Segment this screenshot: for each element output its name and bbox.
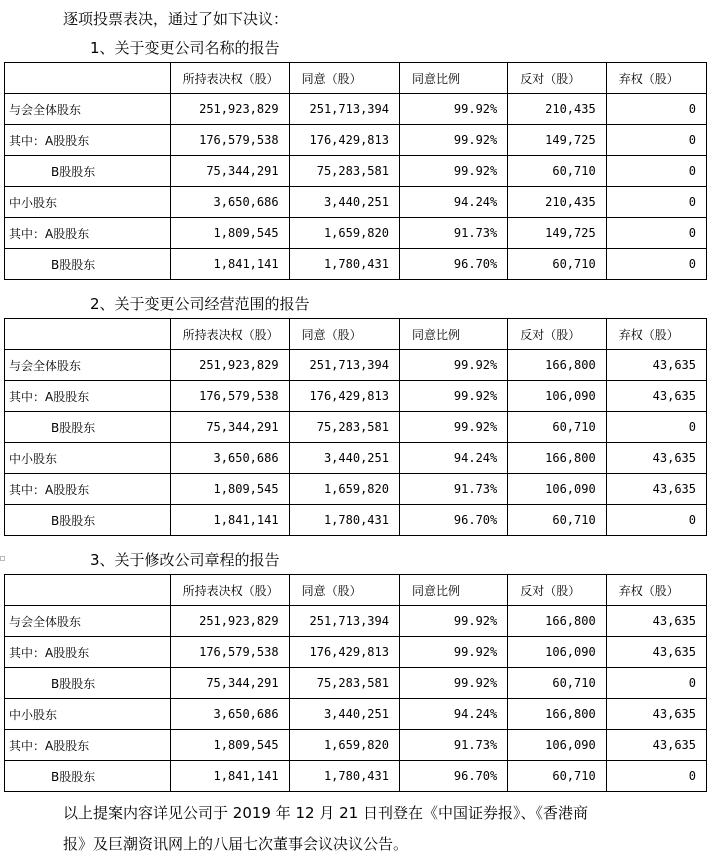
cell-value: 43,635	[606, 443, 706, 474]
cell-value: 43,635	[606, 474, 706, 505]
cell-value: 75,344,291	[170, 412, 289, 443]
table-row	[5, 668, 707, 699]
cell-value: 166,800	[508, 350, 606, 381]
cell-value: 176,579,538	[170, 637, 289, 668]
column-header: 所持表决权（股）	[170, 63, 289, 94]
cell-value: 43,635	[606, 730, 706, 761]
cell-value: 0	[606, 412, 706, 443]
table-row	[5, 94, 707, 125]
cell-value: 60,710	[508, 412, 606, 443]
cell-value: 75,283,581	[289, 412, 399, 443]
cell-value: 1,809,545	[170, 730, 289, 761]
column-header: 反对（股）	[508, 63, 606, 94]
table-header-row	[5, 319, 707, 350]
cell-value: 91.73%	[399, 218, 507, 249]
cell-value: 251,713,394	[289, 606, 399, 637]
row-label: 与会全体股东	[5, 350, 171, 381]
row-label: 与会全体股东	[5, 606, 171, 637]
cell-value: 75,283,581	[289, 156, 399, 187]
table-row	[5, 412, 707, 443]
cell-value: 176,429,813	[289, 125, 399, 156]
table-header-row	[5, 63, 707, 94]
cell-value: 99.92%	[399, 125, 507, 156]
cell-value: 99.92%	[399, 412, 507, 443]
column-header: 同意（股）	[289, 63, 399, 94]
cell-value: 251,923,829	[170, 94, 289, 125]
cell-value: 176,429,813	[289, 381, 399, 412]
cell-value: 75,344,291	[170, 156, 289, 187]
cell-value: 1,780,431	[289, 249, 399, 280]
cell-value: 106,090	[508, 637, 606, 668]
cell-value: 1,659,820	[289, 730, 399, 761]
row-label: B股股东	[5, 156, 171, 187]
vote-table-2	[4, 318, 707, 536]
column-header	[5, 319, 171, 350]
vote-table-1	[4, 62, 707, 280]
cell-value: 176,579,538	[170, 125, 289, 156]
table-row	[5, 249, 707, 280]
section-title-1: 1、关于变更公司名称的报告	[90, 39, 280, 57]
cell-value: 60,710	[508, 249, 606, 280]
cell-value: 94.24%	[399, 187, 507, 218]
cell-value: 43,635	[606, 637, 706, 668]
cell-value: 149,725	[508, 218, 606, 249]
footer-line-2: 报》及巨潮资讯网上的八届七次董事会议决议公告。	[63, 835, 409, 853]
table-row	[5, 699, 707, 730]
row-label: B股股东	[5, 505, 171, 536]
cell-value: 1,809,545	[170, 218, 289, 249]
cell-value: 99.92%	[399, 606, 507, 637]
column-header: 反对（股）	[508, 319, 606, 350]
cell-value: 3,440,251	[289, 443, 399, 474]
vote-table-3	[4, 574, 707, 792]
cell-value: 210,435	[508, 94, 606, 125]
cell-value: 0	[606, 761, 706, 792]
cell-value: 176,579,538	[170, 381, 289, 412]
cell-value: 0	[606, 249, 706, 280]
section-title-3: 3、关于修改公司章程的报告	[90, 551, 280, 569]
column-header: 弃权（股）	[606, 319, 706, 350]
column-header: 所持表决权（股）	[170, 575, 289, 606]
section-title-2: 2、关于变更公司经营范围的报告	[90, 295, 310, 313]
table-row	[5, 606, 707, 637]
cell-value: 1,659,820	[289, 218, 399, 249]
cell-value: 99.92%	[399, 637, 507, 668]
cell-value: 43,635	[606, 699, 706, 730]
column-header: 同意（股）	[289, 319, 399, 350]
intro-text: 逐项投票表决，通过了如下决议：	[63, 10, 289, 28]
cell-value: 0	[606, 505, 706, 536]
cell-value: 0	[606, 187, 706, 218]
cell-value: 60,710	[508, 505, 606, 536]
row-label: 其中：A股股东	[5, 730, 171, 761]
table-row	[5, 350, 707, 381]
table-row	[5, 505, 707, 536]
cell-value: 3,440,251	[289, 699, 399, 730]
table-row	[5, 218, 707, 249]
cell-value: 106,090	[508, 730, 606, 761]
row-label: 与会全体股东	[5, 94, 171, 125]
cell-value: 1,659,820	[289, 474, 399, 505]
cell-value: 91.73%	[399, 730, 507, 761]
cell-value: 1,841,141	[170, 761, 289, 792]
cell-value: 149,725	[508, 125, 606, 156]
cell-value: 99.92%	[399, 94, 507, 125]
cell-value: 1,841,141	[170, 249, 289, 280]
table-row	[5, 474, 707, 505]
row-label: 中小股东	[5, 443, 171, 474]
cell-value: 251,923,829	[170, 606, 289, 637]
margin-marker	[0, 556, 5, 561]
row-label: B股股东	[5, 412, 171, 443]
cell-value: 96.70%	[399, 505, 507, 536]
cell-value: 91.73%	[399, 474, 507, 505]
cell-value: 94.24%	[399, 443, 507, 474]
cell-value: 251,713,394	[289, 94, 399, 125]
cell-value: 1,841,141	[170, 505, 289, 536]
row-label: B股股东	[5, 668, 171, 699]
cell-value: 0	[606, 156, 706, 187]
cell-value: 166,800	[508, 443, 606, 474]
column-header	[5, 63, 171, 94]
column-header: 弃权（股）	[606, 63, 706, 94]
row-label: 其中：A股股东	[5, 637, 171, 668]
cell-value: 176,429,813	[289, 637, 399, 668]
cell-value: 0	[606, 94, 706, 125]
row-label: B股股东	[5, 761, 171, 792]
column-header: 同意（股）	[289, 575, 399, 606]
cell-value: 60,710	[508, 668, 606, 699]
cell-value: 3,650,686	[170, 443, 289, 474]
cell-value: 0	[606, 125, 706, 156]
row-label: B股股东	[5, 249, 171, 280]
cell-value: 75,344,291	[170, 668, 289, 699]
cell-value: 3,650,686	[170, 187, 289, 218]
row-label: 其中：A股股东	[5, 474, 171, 505]
cell-value: 99.92%	[399, 381, 507, 412]
cell-value: 3,440,251	[289, 187, 399, 218]
column-header: 所持表决权（股）	[170, 319, 289, 350]
cell-value: 1,780,431	[289, 761, 399, 792]
cell-value: 1,809,545	[170, 474, 289, 505]
cell-value: 251,923,829	[170, 350, 289, 381]
cell-value: 166,800	[508, 699, 606, 730]
cell-value: 106,090	[508, 474, 606, 505]
row-label: 中小股东	[5, 699, 171, 730]
cell-value: 60,710	[508, 761, 606, 792]
cell-value: 251,713,394	[289, 350, 399, 381]
cell-value: 210,435	[508, 187, 606, 218]
column-header: 同意比例	[399, 319, 507, 350]
column-header: 弃权（股）	[606, 575, 706, 606]
table-row	[5, 761, 707, 792]
cell-value: 3,650,686	[170, 699, 289, 730]
cell-value: 1,780,431	[289, 505, 399, 536]
row-label: 其中：A股股东	[5, 125, 171, 156]
table-row	[5, 156, 707, 187]
cell-value: 96.70%	[399, 249, 507, 280]
footer-line-1: 以上提案内容详见公司于 2019 年 12 月 21 日刊登在《中国证券报》、《香港商	[63, 804, 588, 822]
table-row	[5, 730, 707, 761]
column-header: 反对（股）	[508, 575, 606, 606]
cell-value: 166,800	[508, 606, 606, 637]
cell-value: 106,090	[508, 381, 606, 412]
table-row	[5, 381, 707, 412]
table-row	[5, 637, 707, 668]
cell-value: 75,283,581	[289, 668, 399, 699]
cell-value: 94.24%	[399, 699, 507, 730]
column-header: 同意比例	[399, 63, 507, 94]
row-label: 其中：A股股东	[5, 218, 171, 249]
table-row	[5, 125, 707, 156]
cell-value: 43,635	[606, 350, 706, 381]
cell-value: 0	[606, 218, 706, 249]
cell-value: 43,635	[606, 606, 706, 637]
cell-value: 99.92%	[399, 156, 507, 187]
cell-value: 99.92%	[399, 668, 507, 699]
column-header: 同意比例	[399, 575, 507, 606]
cell-value: 60,710	[508, 156, 606, 187]
table-row	[5, 187, 707, 218]
row-label: 其中：A股股东	[5, 381, 171, 412]
row-label: 中小股东	[5, 187, 171, 218]
cell-value: 96.70%	[399, 761, 507, 792]
cell-value: 99.92%	[399, 350, 507, 381]
table-row	[5, 443, 707, 474]
table-header-row	[5, 575, 707, 606]
column-header	[5, 575, 171, 606]
cell-value: 43,635	[606, 381, 706, 412]
cell-value: 0	[606, 668, 706, 699]
